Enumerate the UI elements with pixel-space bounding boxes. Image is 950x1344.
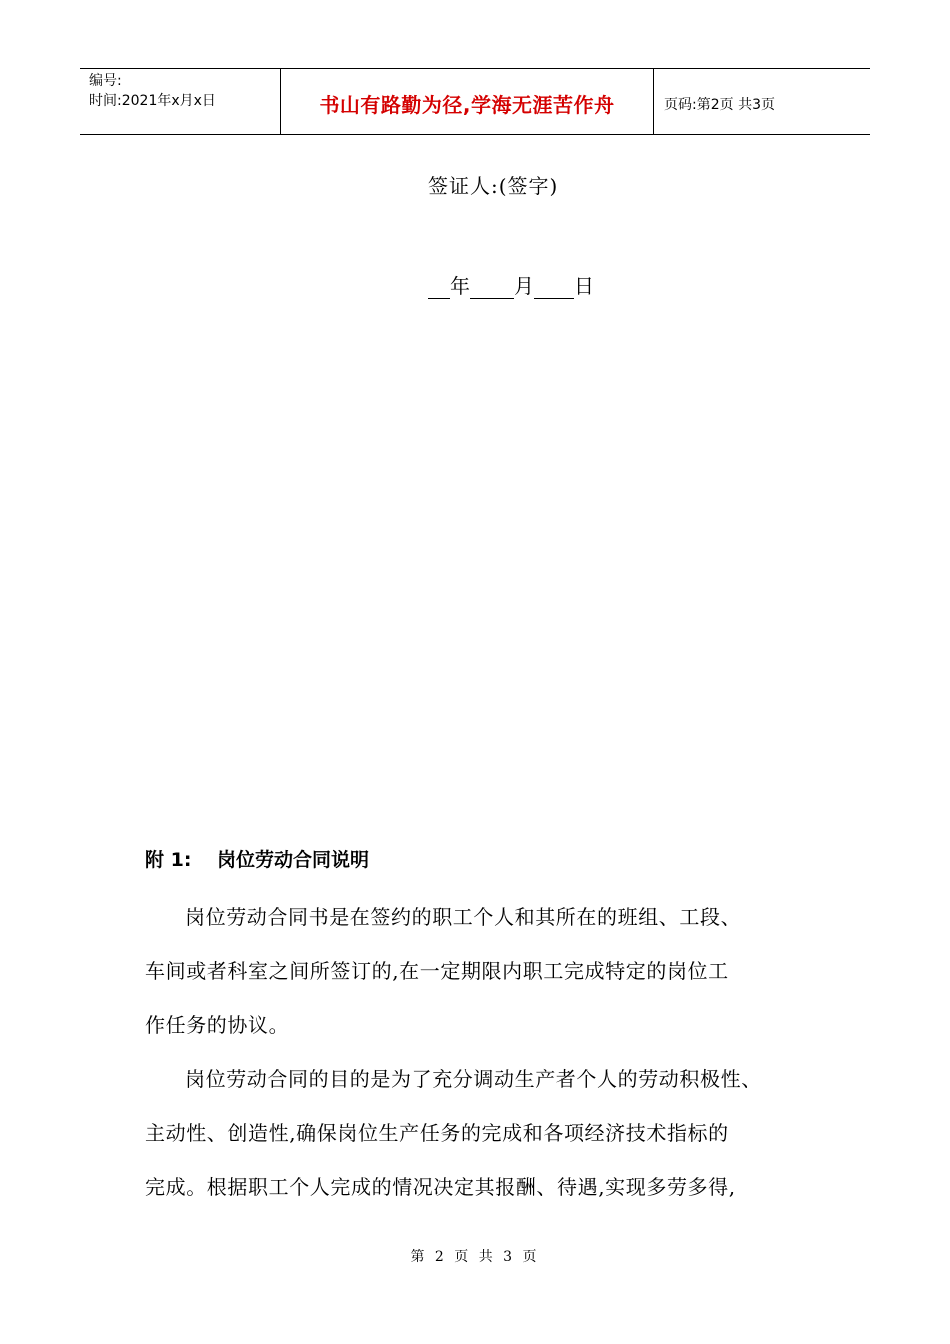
- header-page-label: 页码:第2页 共3页: [664, 96, 775, 113]
- header-motto-cell: [281, 69, 654, 134]
- paragraph-1-line: 车间或者科室之间所签订的,在一定期限内职工完成特定的岗位工: [145, 959, 729, 983]
- paragraph-2-line: 岗位劳动合同的目的是为了充分调动生产者个人的劳动积极性、: [185, 1067, 762, 1091]
- paragraph-2-line: 主动性、创造性,确保岗位生产任务的完成和各项经济技术指标的: [145, 1121, 729, 1145]
- appendix-number: 附 1:: [145, 849, 192, 871]
- header-meta: [80, 69, 281, 134]
- paragraph-2-line: 完成。根据职工个人完成的情况决定其报酬、待遇,实现多劳多得,: [145, 1175, 736, 1199]
- year-blank: [428, 276, 450, 299]
- appendix-heading: [145, 845, 369, 872]
- header-motto: 书山有路勤为径,学海无涯苦作舟: [319, 93, 615, 117]
- document-number-label: 编号:: [89, 73, 122, 89]
- paragraph-1-line: 岗位劳动合同书是在签约的职工个人和其所在的班组、工段、: [185, 905, 742, 929]
- month-label: 月: [514, 274, 534, 298]
- page-header: [80, 68, 870, 135]
- day-blank: [534, 276, 574, 299]
- paragraph-1-line: 作任务的协议。: [145, 1013, 290, 1037]
- date-line: [428, 270, 594, 299]
- paragraph-1: [145, 890, 825, 1052]
- month-blank: [470, 276, 514, 299]
- signer-line: 签证人:(签字): [428, 174, 559, 198]
- header-page-cell: [654, 69, 870, 134]
- page-footer: 第 2 页 共 3 页: [410, 1249, 540, 1265]
- day-label: 日: [574, 274, 594, 298]
- year-label: 年: [450, 274, 470, 298]
- document-time-label: 时间:2021年x月x日: [89, 93, 216, 109]
- appendix-title: 岗位劳动合同说明: [217, 849, 370, 871]
- paragraph-2: [145, 1052, 825, 1214]
